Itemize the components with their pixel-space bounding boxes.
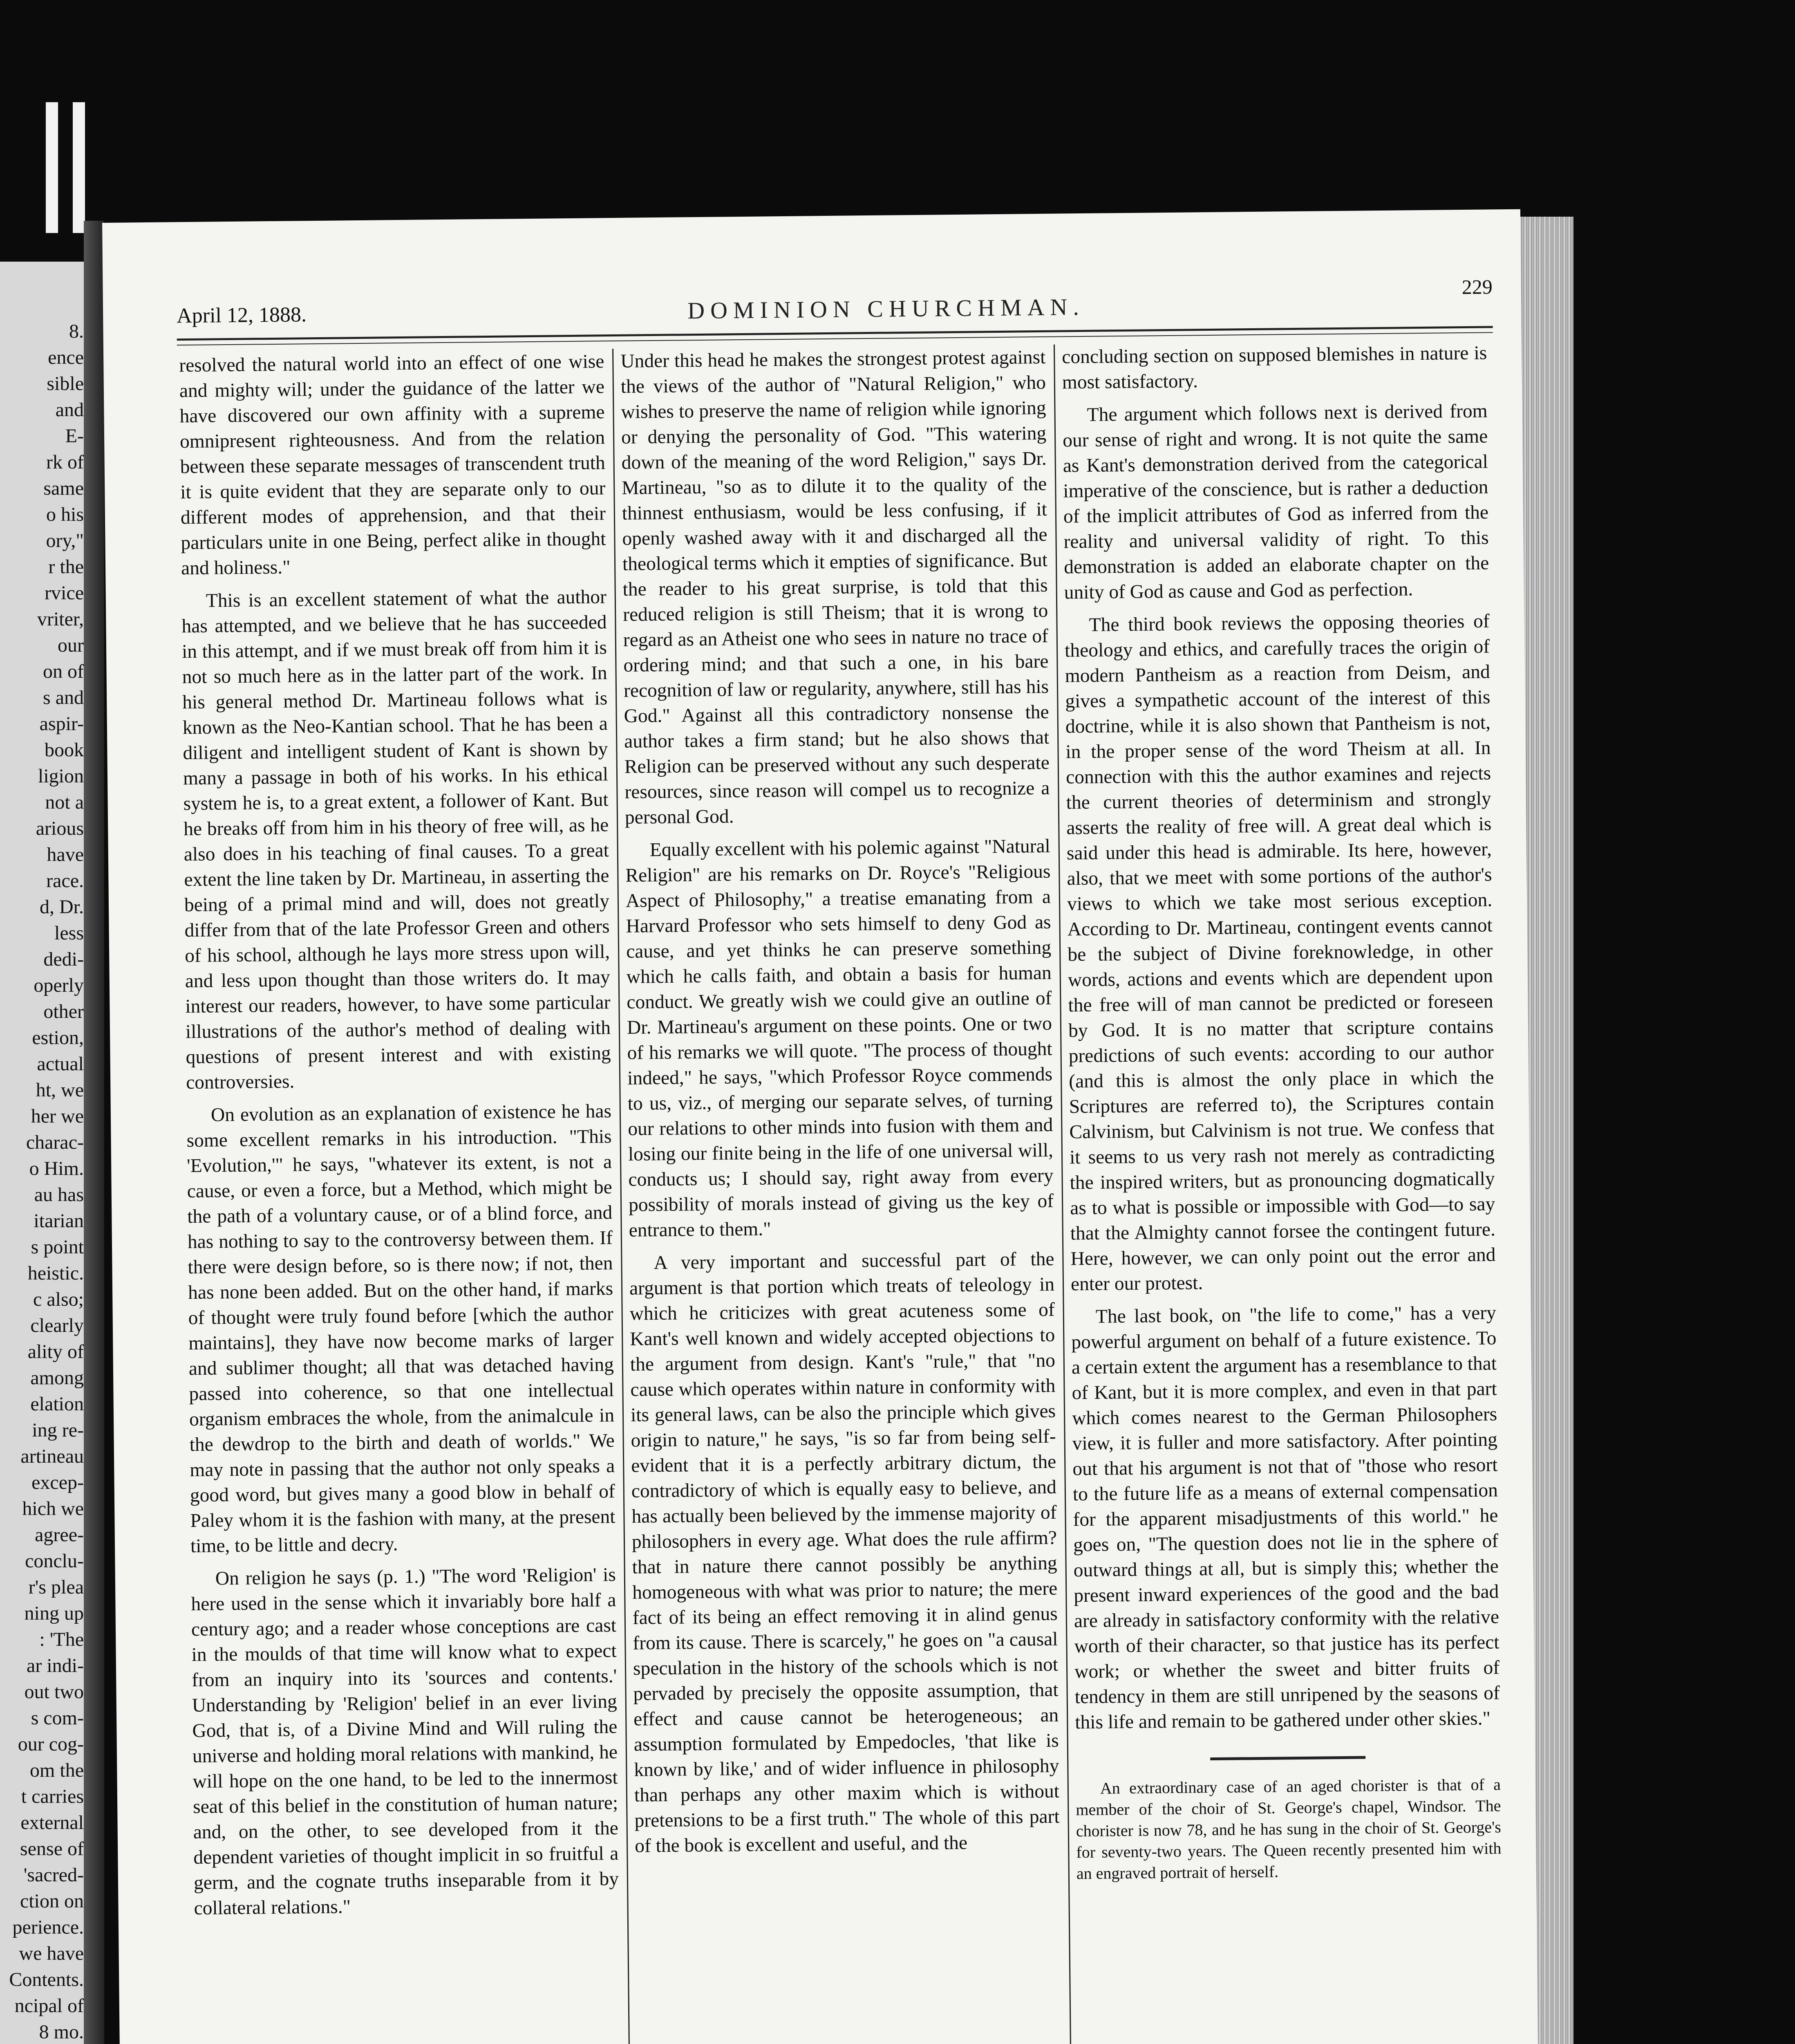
left-page-line: rk of — [46, 451, 84, 473]
paragraph: The third book reviews the opposing theories of theology and ethics, and carefully traces the origin of modern Pantheism as a reaction from Deism, and gives a sympathetic account of the interest of this doctrine, while it is also shown that Pantheism is not, in the proper sense of the word Theism at all. In connection with this the author examines and rejects the current theories of determinism and strongly asserts the reality of free will. A great deal which is said under this head is admirable. Its here, however, also, that we meet with some portions of the author's views to which we take most serious exception. According to Dr. Martineau, contingent events cannot be the subject of Divine foreknowledge, in other words, actions and events which are dependent upon the free will of man cannot be predicted or foreseen by God. It is no matter that scripture contains predictions of such events: according to our author (and this is almost the only place in which the Scriptures are referred to), the Scriptures contain Calvinism, but Calvinism is not true. We confess that it seems to us very rash not merely as contradicting the inspired writers, but as pronouncing dogmatically as to what is possible or impossible with God—to say that the Almighty cannot forsee the contingent future. Here, however, we can only point out the error and enter our protest. — [1064, 610, 1496, 1295]
column-1 — [179, 349, 619, 1928]
left-page-line: ligion — [38, 765, 84, 787]
left-page-line: heistic. — [27, 1262, 84, 1284]
left-page-line: charac- — [26, 1132, 84, 1153]
paragraph: A very important and successful part of the argument is that portion which treats of teleology in which he criticizes with great acuteness some of Kant's well known and widely accepted objections to the argument from design. Kant's "rule," that "no cause which operates within nature in conformity with its general laws, can be also the principle which gives origin to nature," he says, "is so far from being self-evident that it is a perfectly arbitrary dictum, the contradictory of which is equally easy to believe, and has actually been believed by the immense majority of philosophers in every age. What does the rule affirm? that in nature there cannot possibly be anything homogeneous with what was prior to nature; the mere fact of its being an effect removing it in alind genus from its cause. There is scarcely," he goes on "a causal speculation in the history of the schools which is not pervaded by precisely the opposite assumption, that effect and cause cannot be heterogeneous; an assumption formulated by Empedocles, 'that like is known by like,' and of wider influence in philosophy than perhaps any other maxim which is without pretensions to be a first truth." The whole of this part of the book is excellent and useful, and the — [629, 1248, 1060, 1857]
left-page-line: sense of — [20, 1838, 84, 1860]
left-page-line: ht, we — [36, 1079, 84, 1101]
paragraph: Under this head he makes the strongest protest against the views of the author of "Natural Religion," who wishes to preserve the name of religion while ignoring or denying the personality of God. "This watering down of the meaning of the word Religion," says Dr. Martineau, "so as to dilute it to the quality of the thinnest enthusiasm, would be less confusing, if it openly washed away with it and discharged all the theological terms which it empties of significance. But the reader to his great surprise, is told that this reduced religion is still Theism; that it is wrong to regard as an Atheist one who sees in nature no trace of ordering mind; and that such a one, in his bare recognition of law or regularity, anywhere, still has his God." Against all this contradictory nonsense the author takes a firm stand; but he also shows that Religion can be preserved without any such desperate resources, since reason will compel us to recognize a personal God. — [620, 346, 1050, 828]
left-page-line: ory," — [46, 530, 84, 551]
paragraph: This is an excellent statement of what the author has attempted, and we believe that he has succeeded in this attempt, and if we must break off from him it is not so much here as in the latter part of the work. In his general method Dr. Martineau follows what is known as the Neo-Kantian school. That he has been a diligent and intelligent student of Kant is shown by many a passage in both of his works. In his ethical system he is, to a great extent, a follower of Kant. But he breaks off from him in his theory of free will, as he also does in his teaching of final causes. To a great extent the line taken by Dr. Martineau, in asserting the being of a primal mind and will, does not greatly differ from that of the late Professor Green and others of his school, although he lays more stress upon will, and less upon thought than those writers do. It may interest our readers, however, to have some particular illustrations of the author's method of dealing with questions of present interest and with existing controversies. — [181, 586, 611, 1094]
left-page-line: o Him. — [29, 1158, 84, 1179]
left-page-line: not a — [45, 791, 84, 813]
left-page-line: our cog- — [18, 1733, 84, 1755]
column-2 — [620, 345, 1060, 1866]
left-page-line: t carries — [21, 1786, 84, 1807]
left-page-line: 'sacred- — [23, 1864, 84, 1886]
news-item: An extraordinary case of an aged chorister is that of a member of the choir of St. George's chapel, Windsor. The chorister is now 78, and he has sung in the choir of St. George's for seventy-two years. The Queen recently presented him with an engraved portrait of herself. — [1076, 1775, 1502, 1883]
left-page-line: sible — [47, 373, 84, 394]
left-page-line: hich we — [22, 1498, 84, 1520]
paragraph: The argument which follows next is derived from our sense of right and wrong. It is not quite the same as Kant's demonstration derived from the categorical imperative of the conscience, but is rather a deduction of the implicit attributes of God as inferred from the reality and universal validity of right. To this demonstration is added an elaborate chapter on the unity of God as cause and God as perfection. — [1062, 400, 1489, 603]
scan-marker-top-right — [73, 102, 85, 233]
left-page-line: actual — [37, 1053, 84, 1075]
left-page-line: out two — [24, 1681, 84, 1703]
scan-marker-top-left — [46, 102, 58, 233]
left-page-line: elation — [30, 1393, 84, 1415]
paragraph: On religion he says (p. 1.) "The word 'Religion' is here used in the sense which it invariably bore half a century ago; and a reader whose conceptions are cast in the moulds of that time will know what to expect from an inquiry into its 'sources and contents.' Understanding by 'Religion' belief in an ever living God, that is, of a Divine Mind and Will ruling the universe and holding moral relations with mankind, he will hope on the one hand, to be led to the innermost seat of this belief in the constitution of human nature; and, on the other, to see developed from it the dependent varieties of thought implicit in so fruitful a germ, and the cognate truths inseparable from it by collateral relations." — [191, 1564, 619, 1919]
left-page-line: and — [55, 399, 84, 421]
paragraph: Equally excellent with his polemic against "Natural Religion" are his remarks on Dr. Royce's "Religious Aspect of Philosophy," a treatise emanating from a Harvard Professor who sets himself to deny God as cause, and yet thinks he can preserve something which he calls faith, and obtain a basis for human conduct. We greatly wish we could give an outline of Dr. Martineau's argument on these points. One or two of his remarks we will quote. "The process of thought indeed," he says, "which Professor Royce commends to us, viz., of merging our separate selves, of turning our relations to other minds into fusion with them and losing our finite being in the life of one universal will, conducts us; I should say, right away from every possibility of morals instead of giving us the key of entrance to them." — [625, 835, 1054, 1241]
adjacent-page-fragment — [0, 262, 84, 2044]
issue-date: April 12, 1888. — [176, 303, 307, 328]
paragraph: resolved the natural world into an effect of one wise and mighty will; under the guidance of the latter we have discovered our own affinity with a supreme omnipresent righteousness. And from the relation between these separate messages of transcendent truth it is quite evident that they are separate only to our different modes of apprehension, and that their particulars unite in one Being, perfect alike in thought and holiness." — [179, 351, 606, 579]
left-page-line: d, Dr. — [40, 896, 84, 918]
column-3 — [1062, 340, 1502, 1892]
left-page-line: estion, — [32, 1027, 84, 1049]
left-page-line: ing re- — [32, 1419, 84, 1441]
left-page-line: c also; — [33, 1289, 84, 1310]
left-page-line: au has — [34, 1184, 84, 1206]
left-page-line: om the — [30, 1759, 84, 1781]
left-page-line: arious — [36, 818, 84, 839]
left-page-line: our — [58, 634, 84, 656]
left-page-line: book — [45, 739, 84, 761]
left-page-line: s com- — [31, 1707, 84, 1729]
left-page-line: conclu- — [25, 1550, 84, 1572]
left-page-line: her we — [31, 1105, 84, 1127]
left-page-line: aspir- — [39, 713, 84, 735]
book-gutter — [84, 221, 104, 2044]
left-page-line: ence — [48, 347, 84, 368]
left-page-line: artineau — [20, 1446, 84, 1467]
left-page-line: r the — [48, 556, 84, 578]
left-page-line: s and — [43, 687, 84, 708]
left-page-line: ality of — [27, 1341, 84, 1363]
left-page-line: 8 mo. — [39, 2021, 84, 2043]
left-page-line: external — [20, 1812, 84, 1833]
left-page-line: other — [43, 1001, 84, 1022]
left-page-line: perience. — [12, 1916, 84, 1938]
left-page-line: ncipal of — [14, 1995, 84, 2017]
paragraph: The last book, on "the life to come," has a very powerful argument on behalf of a future existence. To a certain extent the argument has a resemblance to that of Kant, but it is more complex, and even in that part which comes nearest to the German Philosophers view, it is fuller and more satisfactory. After pointing out that his argument is not that of "those who resort to the future life as a means of external compensation for the apparent misadjustments of this world." he goes on, "The question does not lie in the sphere of outward things at all, but is simply this; whether the present inward experiences of the good and the bad are already in satisfactory conformity with the relative worth of their character, so that justice has its perfect work; or whether the sweet and bitter fruits of tendency in them are still unripened by the seasons of this life and remain to be gathered under other skies." — [1071, 1302, 1500, 1733]
paragraph: On evolution as an explanation of existence he has some excellent remarks in his introduction. "This 'Evolution,'" he says, "whatever its extent, is not a cause, or even a force, but a Method, which might be the path of a voluntary cause, or of a blind force, and has nothing to say to the controversy between them. If there were design before, so is there now; if not, then has none been added. But on the other hand, if marks of thought were truly found before [which the author maintains], they have now become marks of larger and sublimer thought; all that was detached having passed into coherence, so that one intellectual organism embraces the whole, from the animalcule in the dewdrop to the birth and death of worlds." We may note in passing that the author not only speaks a good word, but gives many a good blow in behalf of Paley whom it is the fashion with many, at the present time, to be little and decry. — [186, 1100, 615, 1557]
left-page-line: r's plea — [28, 1576, 84, 1598]
left-page-line: ction on — [20, 1890, 84, 1912]
left-page-line: itarian — [34, 1210, 84, 1232]
left-page-line: have — [47, 844, 84, 865]
left-page-line: less — [54, 922, 84, 944]
left-page-line: dedi- — [43, 948, 84, 970]
paragraph: concluding section on supposed blemishes in nature is most satisfactory. — [1062, 342, 1487, 393]
left-page-line: : 'The — [39, 1629, 84, 1650]
left-page-line: o his — [46, 504, 84, 525]
left-page-line: agree- — [35, 1524, 84, 1546]
newspaper-page — [102, 209, 1540, 2044]
page-number: 229 — [1462, 275, 1493, 299]
left-page-line: on of — [43, 661, 84, 682]
left-page-line: E- — [65, 425, 84, 447]
left-page-line: Contents. — [9, 1969, 84, 1990]
left-page-line: excep- — [31, 1472, 84, 1493]
left-page-line: s point — [31, 1236, 84, 1258]
left-page-line: 8. — [69, 320, 84, 342]
left-page-line: we have — [19, 1943, 84, 1964]
masthead: DOMINION CHURCHMAN. — [687, 293, 1085, 324]
left-page-line: clearly — [30, 1315, 84, 1336]
left-page-line: vriter, — [37, 608, 84, 630]
left-page-line: race. — [46, 870, 84, 892]
left-page-line: same — [43, 477, 84, 499]
left-page-line: ar indi- — [27, 1655, 84, 1676]
left-page-line: among — [30, 1367, 84, 1389]
left-page-line: ning up — [24, 1602, 84, 1624]
left-page-line: rvice — [45, 582, 84, 604]
left-page-line: operly — [34, 975, 84, 996]
